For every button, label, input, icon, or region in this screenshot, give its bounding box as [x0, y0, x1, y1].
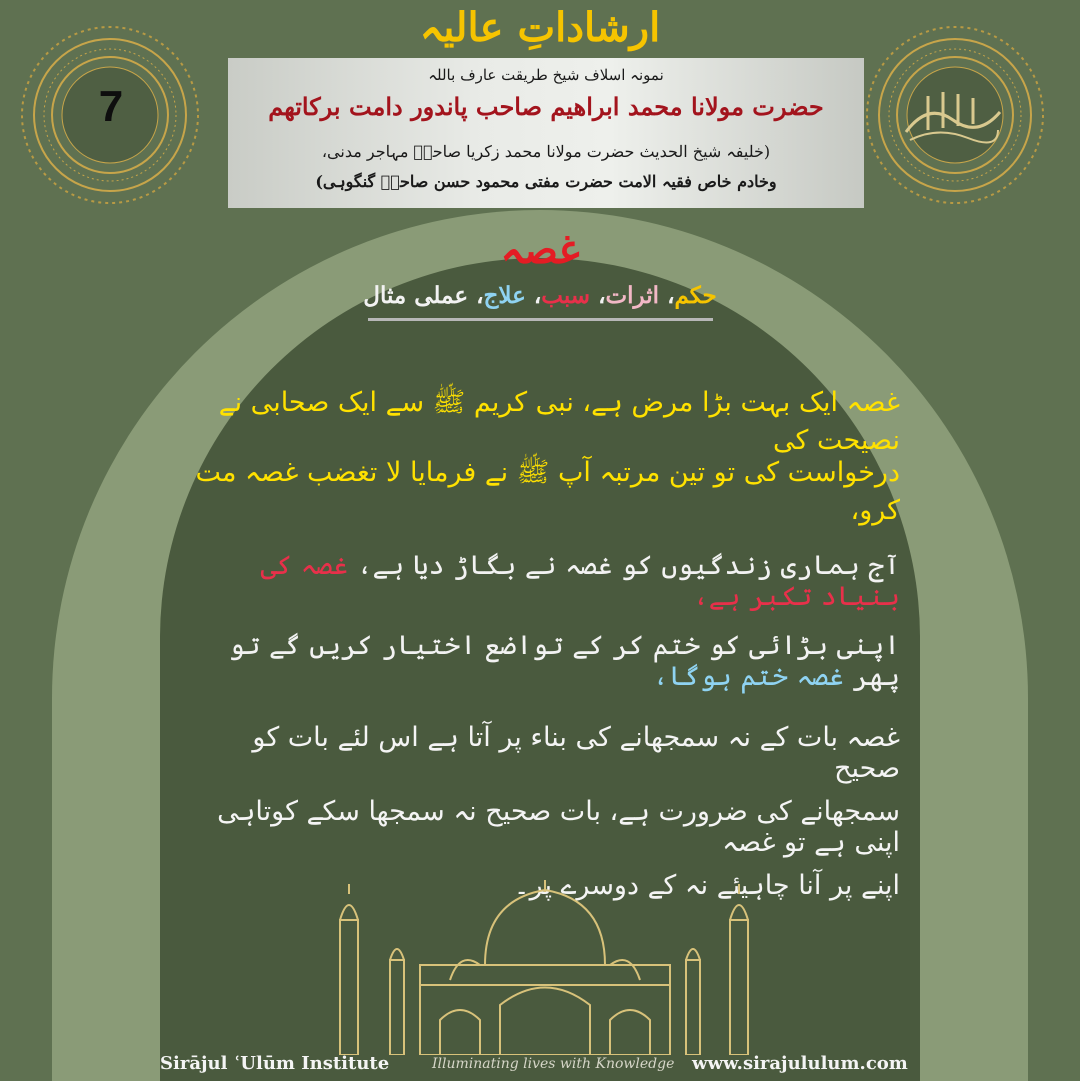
separator: ،	[667, 282, 675, 309]
header-line-2: حضرت مولانا محمد ابراھیم صاحب پاندور دامت برکاتھم	[268, 92, 824, 121]
page-title: ارشاداتِ عالیہ	[419, 4, 661, 51]
paragraph-2-part-2: غصہ کی بنیاد تکبر ہے،	[260, 550, 900, 612]
paragraph-2	[180, 550, 900, 612]
mosque-illustration	[300, 880, 790, 1055]
paragraph-2-part-1: آج ہماری زندگیوں کو غصہ نے بگاڑ دیا ہے،	[348, 550, 900, 581]
subtopics-list	[330, 282, 750, 309]
paragraph-1-line-2: درخواست کی تو تین مرتبہ آپ ﷺ نے فرمایا لا تغضب غصہ مت کرو،	[195, 457, 900, 526]
bismillah-calligraphy	[898, 82, 1008, 152]
institute-name: Sirājul ʿUlūm Institute	[160, 1053, 390, 1074]
footer-tagline: Illuminating lives with Knowledge	[432, 1056, 675, 1072]
footer-bar	[0, 1050, 1080, 1081]
paragraph-4-line-1: غصہ بات کے نہ سمجھانے کی بناء پر آتا ہے اس لئے بات کو صحیح	[252, 722, 900, 784]
paragraph-3-part-2: غصہ ختم ہوگا،	[652, 661, 844, 692]
header-line-4: وخادم خاص فقیہ الامت حضرت مفتی محمود حسن صاحبؒ گنگوہی)	[315, 172, 777, 191]
subtopics-underline	[368, 318, 713, 321]
subtopic-sabab: سبب	[541, 282, 591, 309]
subtopic-asraat: اثرات	[605, 282, 660, 309]
paragraph-3-part-1: اپنی بڑائی کو ختم کر کے تواضع اختیار کریں گے تو پھر	[228, 630, 900, 692]
paragraph-4-line-3: اپنے پر آنا چاہیئے نہ کے دوسرے پر۔	[513, 870, 900, 901]
paragraph-3	[180, 630, 900, 692]
header-line-1: نمونہ اسلاف شیخ طریقت عارف باللہ	[428, 66, 664, 84]
subtopic-ilaaj: علاج	[483, 282, 526, 309]
header-line-3: (خلیفہ شیخ الحدیث حضرت مولانا محمد زکریا صاحبؒ مہاجر مدنی،	[321, 142, 771, 161]
topic-heading: غصہ	[500, 226, 580, 273]
separator: ،	[476, 282, 484, 309]
number-badge: 7	[98, 82, 124, 131]
header-box	[228, 58, 864, 208]
paragraph-1-line-1: غصہ ایک بہت بڑا مرض ہے، نبی کریم ﷺ سے ایک صحابی نے نصیحت کی	[218, 387, 900, 456]
subtopic-amli-misal: عملی مثال	[363, 282, 469, 309]
subtopic-hukm: حکم	[674, 282, 717, 309]
website-link[interactable]: www.sirajululum.com	[692, 1053, 908, 1074]
separator: ،	[598, 282, 606, 309]
separator: ،	[533, 282, 542, 309]
paragraph-4-line-2: سمجھانے کی ضرورت ہے، بات صحیح نہ سمجھا سکے کوتاہی اپنی ہے تو غصہ	[217, 796, 900, 858]
